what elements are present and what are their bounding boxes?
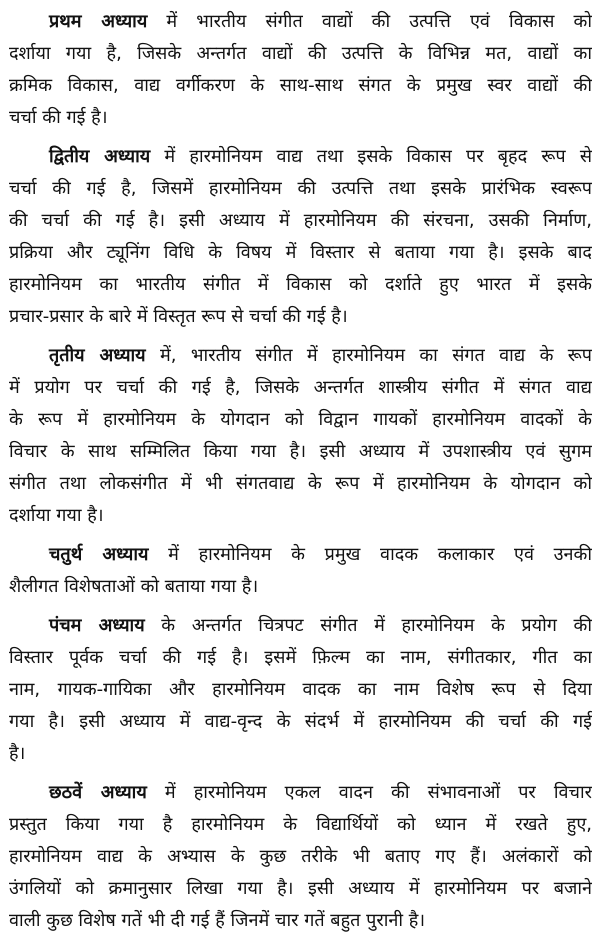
chapter-heading: पंचम अध्याय	[49, 615, 145, 636]
text-line	[9, 500, 592, 532]
text-line	[9, 610, 592, 642]
chapter-heading: छठवें अध्याय	[49, 782, 147, 803]
line-text: में, भारतीय संगीत में हारमोनियम का संगत वाद्य के रूप	[145, 345, 592, 366]
line-text: वाली कुछ विशेष गतें भी दी गई हैं जिनमें चार गतें बहुत पुरानी है।	[9, 910, 426, 931]
text-line	[9, 102, 592, 134]
text-line	[9, 340, 592, 372]
text-line	[9, 706, 592, 738]
text-line	[9, 173, 592, 205]
line-text: के रूप में हारमोनियम के योगदान को विद्वान गायकों हारमोनियम वादकों के	[9, 409, 592, 430]
line-text: विचार के साथ सम्मिलित किया गया है। इसी अध्याय में उपशास्त्रीय एवं सुगम	[9, 441, 592, 462]
text-line	[9, 372, 592, 404]
line-text: के अन्तर्गत चित्रपट संगीत में हारमोनियम के प्रयोग की	[144, 615, 592, 636]
line-text: दर्शाया गया है।	[9, 505, 104, 526]
text-line	[9, 777, 592, 809]
line-text: शैलीगत विशेषताओं को बताया गया है।	[9, 576, 259, 597]
text-line	[9, 269, 592, 301]
line-text: की चर्चा की गई है। इसी अध्याय में हारमोनियम की संरचना, उसकी निर्माण,	[9, 210, 592, 231]
text-line	[9, 809, 592, 841]
text-line	[9, 738, 592, 770]
line-text: दर्शाया गया है, जिसके अन्तर्गत वाद्यों की उत्पत्ति के विभिन्न मत, वाद्यों का	[9, 43, 592, 64]
line-text: में हारमोनियम एकल वादन की संभावनाओं पर विचार	[146, 782, 592, 803]
text-line	[9, 841, 592, 873]
text-line	[9, 539, 592, 571]
line-text: में हारमोनियम के प्रमुख वादक कलाकार एवं उनकी	[148, 544, 592, 565]
text-line	[9, 237, 592, 269]
chapter-paragraph	[9, 539, 592, 603]
line-text: संगीत तथा लोकसंगीत में भी संगतवाद्य के रूप में हारमोनियम के योगदान को	[9, 473, 592, 494]
line-text: चर्चा की गई है।	[9, 107, 108, 128]
text-line	[9, 436, 592, 468]
line-text: चर्चा की गई है, जिसमें हारमोनियम की उत्पत्ति तथा इसके प्रारंभिक स्वरूप	[9, 178, 592, 199]
chapter-paragraph	[9, 340, 592, 532]
line-text: उंगलियों को क्रमानुसार लिखा गया है। इसी अध्याय में हारमोनियम पर बजाने	[9, 878, 592, 899]
chapter-paragraph	[9, 777, 592, 937]
line-text: हारमोनियम वाद्य के अभ्यास के कुछ तरीके भी बताए गए हैं। अलंकारों को	[9, 846, 592, 867]
line-text: प्रचार-प्रसार के बारे में विस्तृत रूप से चर्चा की गई है।	[9, 306, 348, 327]
chapter-paragraph	[9, 141, 592, 333]
line-text: प्रक्रिया और ट्यूनिंग विधि के विषय में विस्तार से बताया गया है। इसके बाद	[9, 242, 592, 263]
text-line	[9, 70, 592, 102]
line-text: प्रस्तुत किया गया है हारमोनियम के विद्यार्थियों को ध्यान में रखते हुए,	[9, 814, 592, 835]
text-line	[9, 404, 592, 436]
chapter-paragraph	[9, 610, 592, 770]
line-text: गया है। इसी अध्याय में वाद्य-वृन्द के संदर्भ में हारमोनियम की चर्चा की गई	[9, 711, 592, 732]
line-text: है।	[9, 743, 26, 764]
text-line	[9, 674, 592, 706]
text-line	[9, 873, 592, 905]
chapter-heading: तृतीय अध्याय	[49, 345, 146, 366]
text-line	[9, 642, 592, 674]
text-line	[9, 6, 592, 38]
line-text: में हारमोनियम वाद्य तथा इसके विकास पर बृहद रूप से	[150, 146, 592, 167]
text-line	[9, 141, 592, 173]
line-text: क्रमिक विकास, वाद्य वर्गीकरण के साथ-साथ संगत के प्रमुख स्वर वाद्यों की	[9, 75, 592, 96]
chapter-heading: द्वितीय अध्याय	[49, 146, 151, 167]
line-text: में भारतीय संगीत वाद्यों की उत्पत्ति एवं विकास को	[147, 11, 592, 32]
line-text: में प्रयोग पर चर्चा की गई है, जिसके अन्तर्गत शास्त्रीय संगीत में संगत वाद्य	[9, 377, 592, 398]
chapter-heading: प्रथम अध्याय	[49, 11, 148, 32]
line-text: नाम, गायक-गायिका और हारमोनियम वादक का नाम विशेष रूप से दिया	[9, 679, 592, 700]
line-text: विस्तार पूर्वक चर्चा की गई है। इसमें फ़िल्म का नाम, संगीतकार, गीत का	[9, 647, 592, 668]
line-text: हारमोनियम का भारतीय संगीत में विकास को दर्शाते हुए भारत में इसके	[9, 274, 592, 295]
chapter-heading: चतुर्थ अध्याय	[49, 544, 149, 565]
text-line	[9, 571, 592, 603]
text-line	[9, 301, 592, 333]
text-line	[9, 38, 592, 70]
text-line	[9, 468, 592, 500]
text-line	[9, 905, 592, 937]
chapter-paragraph	[9, 6, 592, 134]
text-line	[9, 205, 592, 237]
